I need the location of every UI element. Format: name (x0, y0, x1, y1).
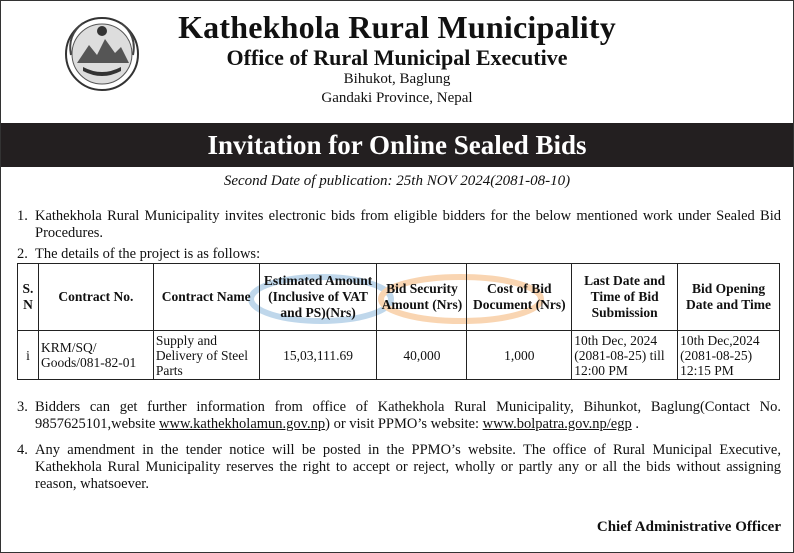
cell-estimated-amount: 15,03,111.69 (259, 331, 377, 380)
item-text: Any amendment in the tender notice will be posted in the PPMO’s website. The office of Rural Municipal Executive, Kathekhola Rural Municipality reserves the right to accept or reject, wholly or partly any or all the bids without assigning reason, whatsoever. (35, 442, 781, 492)
municipality-title: Kathekhola Rural Municipality (178, 9, 616, 45)
header-opening-date: Bid Opening Date and Time (678, 264, 780, 331)
notice-header (1, 1, 793, 119)
notice-banner: Invitation for Online Sealed Bids (1, 123, 793, 167)
notice-item-1 (17, 208, 781, 242)
item-number: 1. (17, 208, 28, 224)
notice-item-3 (17, 399, 781, 433)
table-header-row (18, 264, 780, 331)
item-text-part: ) or visit PPMO’s website: (325, 416, 483, 432)
office-name: Office of Rural Municipal Executive (226, 45, 568, 70)
signature-title: Chief Administrative Officer (596, 519, 781, 535)
item-number: 4. (17, 442, 28, 458)
cell-bid-security: 40,000 (377, 331, 467, 380)
cell-sn: i (18, 331, 39, 380)
header-cost-of-bid: Cost of Bid Document (Nrs) (467, 264, 572, 331)
header-bid-security: Bid Security Amount (Nrs) (377, 264, 467, 331)
publication-date: Second Date of publication: 25th NOV 2024(2081-08-10) (223, 173, 571, 189)
header-contract-name: Contract Name (153, 264, 259, 331)
item-number: 3. (17, 399, 28, 415)
cell-contract-no: KRM/SQ/ Goods/081-82-01 (38, 331, 153, 380)
ppmo-website-link[interactable]: www.bolpatra.gov.np/egp (482, 416, 632, 432)
item-text: The details of the project is as follows: (35, 246, 261, 262)
item-text (35, 399, 781, 433)
table-row (18, 331, 780, 380)
cell-opening-date: 10th Dec,2024 (2081-08-25) 12:15 PM (678, 331, 780, 380)
header-estimated-amount: Estimated Amount (Inclusive of VAT and PS)(Nrs) (259, 264, 377, 331)
item-text: Kathekhola Rural Municipality invites electronic bids from eligible bidders for the below mentioned work under Sealed Bid Procedures. (35, 208, 781, 241)
notice-item-2 (17, 246, 781, 263)
header-last-date: Last Date and Time of Bid Submission (572, 264, 678, 331)
header-sn: S. N (18, 264, 39, 331)
cell-last-date: 10th Dec, 2024 (2081-08-25) till 12:00 PM (572, 331, 678, 380)
item-text-part: . (631, 416, 639, 432)
cell-cost-of-bid: 1,000 (467, 331, 572, 380)
header-contract-no: Contract No. (38, 264, 153, 331)
bid-details-table (17, 263, 780, 380)
municipality-website-link[interactable]: www.kathekholamun.gov.np (159, 416, 326, 432)
cell-contract-name: Supply and Delivery of Steel Parts (153, 331, 259, 380)
notice-item-4 (17, 442, 781, 493)
item-number: 2. (17, 246, 28, 262)
address-line-1: Bihukot, Baglung (343, 71, 451, 87)
address-line-2: Gandaki Province, Nepal (321, 90, 473, 106)
item-text-part: Bidders can get further information from office of Kathekhola Rural Municipality, Bihunkot, Baglung(Contact No. 9857625101,website (35, 399, 781, 432)
